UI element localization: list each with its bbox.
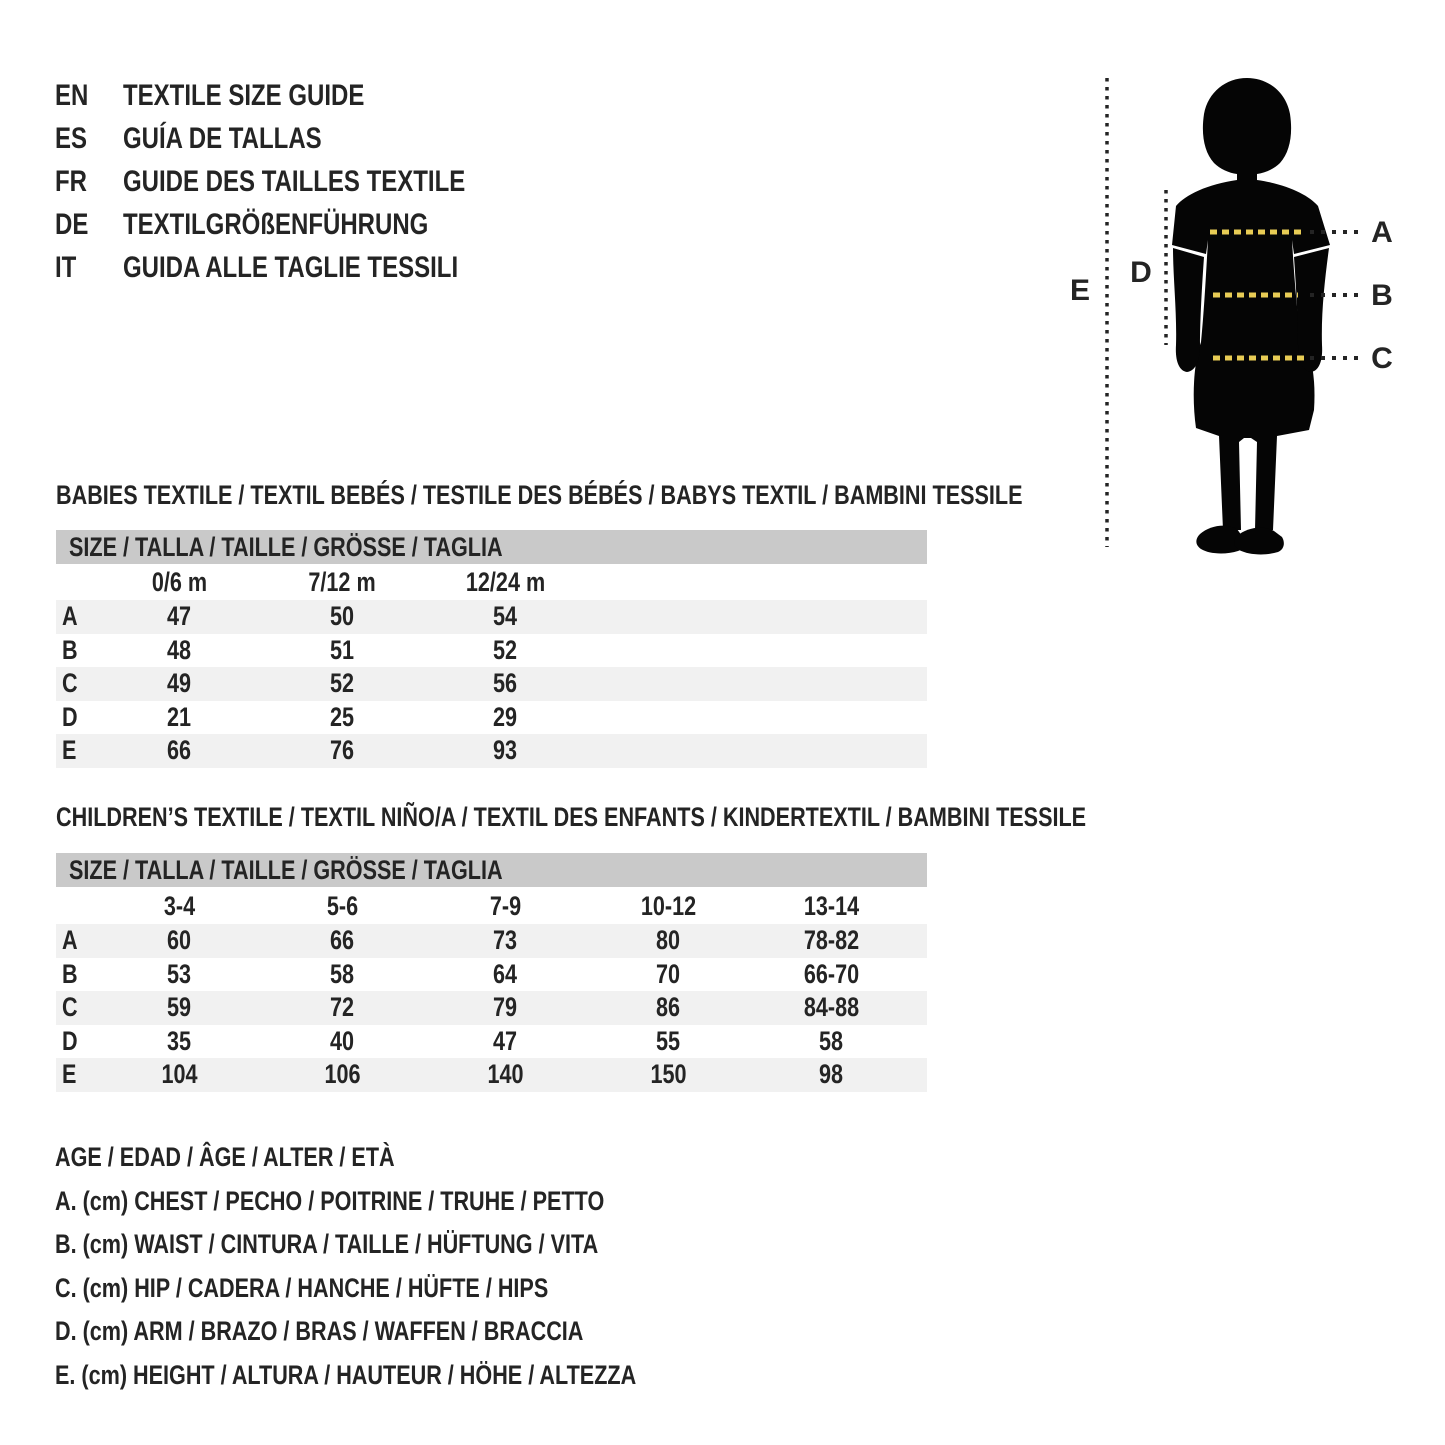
row-label: D — [62, 701, 78, 732]
table-cell: 73 — [493, 925, 518, 956]
table-cell: 35 — [167, 1025, 192, 1056]
guide-title: GUIDA ALLE TAGLIE TESSILI — [123, 250, 459, 284]
table-cell: 66 — [167, 735, 192, 766]
babies-section-title — [56, 481, 1264, 509]
babies-section-title-text: BABIES TEXTILE / TEXTIL BEBÉS / TESTILE DES BÉBÉS / BABYS TEXTIL / BAMBINI TESSILE — [56, 480, 1023, 510]
measurement-figure — [1060, 70, 1400, 590]
table-cell: 48 — [167, 634, 192, 665]
table-row — [56, 1058, 927, 1092]
table-cell: 40 — [330, 1025, 355, 1056]
right-arm — [1294, 248, 1329, 372]
column-header: 5-6 — [326, 890, 359, 921]
legend-waist-line: B. (cm) WAIST / CINTURA / TAILLE / HÜFTUNG / VITA — [55, 1229, 599, 1259]
column-header: 12/24 m — [465, 566, 546, 597]
table-cell: 52 — [493, 634, 518, 665]
language-code: FR — [55, 164, 87, 198]
row-label: A — [62, 925, 78, 956]
row-label: C — [62, 992, 78, 1023]
guide-title: GUIDE DES TAILLES TEXTILE — [123, 164, 466, 198]
language-code: EN — [55, 78, 89, 112]
table-cell: 51 — [330, 634, 355, 665]
column-header: 7-9 — [489, 890, 522, 921]
label-c: C — [1371, 342, 1393, 375]
label-e: E — [1069, 274, 1091, 307]
table-cell: 47 — [167, 601, 192, 632]
title-row-fr — [55, 160, 551, 203]
table-cell: 47 — [493, 1025, 518, 1056]
legend-age-line: AGE / EDAD / ÂGE / ALTER / ETÀ — [55, 1142, 395, 1172]
table-cell: 80 — [656, 925, 681, 956]
table-cell: 66 — [330, 925, 355, 956]
children-size-header-text: SIZE / TALLA / TAILLE / GRÖSSE / TAGLIA — [69, 855, 503, 885]
right-shoe — [1234, 528, 1284, 555]
guide-title: TEXTILGRÖßENFÜHRUNG — [123, 207, 429, 241]
title-row-en — [55, 74, 551, 117]
legend-chest-line: A. (cm) CHEST / PECHO / POITRINE / TRUHE / PETTO — [55, 1185, 605, 1216]
table-cell: 60 — [167, 925, 192, 956]
row-label: B — [62, 958, 78, 989]
legend-arm-line: D. (cm) ARM / BRAZO / BRAS / WAFFEN / BRACCIA — [55, 1316, 584, 1346]
table-cell: 98 — [819, 1059, 844, 1090]
table-cell: 78-82 — [803, 925, 860, 956]
row-label: E — [62, 1059, 77, 1090]
children-section-title — [56, 803, 1344, 831]
table-row — [56, 734, 927, 768]
language-code: IT — [55, 250, 77, 284]
row-label: A — [62, 601, 78, 632]
height-line-e — [1070, 78, 1107, 547]
children-size-header-bar — [56, 853, 927, 887]
table-cell: 84-88 — [803, 992, 860, 1023]
table-cell: 104 — [161, 1059, 198, 1090]
table-cell: 64 — [493, 958, 518, 989]
legend-height-line: E. (cm) HEIGHT / ALTURA / HAUTEUR / HÖHE / ALTEZZA — [55, 1359, 637, 1390]
table-cell: 58 — [330, 958, 355, 989]
row-label: E — [62, 735, 77, 766]
table-row — [56, 600, 927, 634]
table-cell: 93 — [493, 735, 518, 766]
legend-hip-line: C. (cm) HIP / CADERA / HANCHE / HÜFTE / HIPS — [55, 1272, 549, 1303]
table-cell: 53 — [167, 958, 192, 989]
table-cell: 150 — [650, 1059, 687, 1090]
table-header-row — [56, 564, 927, 600]
language-code: DE — [55, 207, 89, 241]
table-cell: 50 — [330, 601, 355, 632]
table-cell: 86 — [656, 992, 681, 1023]
guide-title: TEXTILE SIZE GUIDE — [123, 78, 365, 112]
table-cell: 54 — [493, 601, 518, 632]
language-title-block — [55, 74, 551, 289]
row-label: D — [62, 1025, 78, 1056]
children-size-table — [56, 888, 927, 1092]
table-row — [56, 1025, 927, 1059]
table-cell: 106 — [324, 1059, 361, 1090]
arm-line-d — [1130, 190, 1166, 345]
table-row — [56, 701, 927, 735]
table-row — [56, 667, 927, 701]
language-code: ES — [55, 121, 88, 155]
table-row — [56, 924, 927, 958]
table-cell: 70 — [656, 958, 681, 989]
label-b: B — [1371, 279, 1393, 312]
table-cell: 29 — [493, 701, 518, 732]
table-cell: 66-70 — [803, 958, 860, 989]
table-cell: 25 — [330, 701, 355, 732]
table-cell: 76 — [330, 735, 355, 766]
column-header: 3-4 — [163, 890, 196, 921]
table-cell: 49 — [167, 668, 192, 699]
babies-size-header-text: SIZE / TALLA / TAILLE / GRÖSSE / TAGLIA — [69, 532, 503, 562]
table-cell: 59 — [167, 992, 192, 1023]
table-cell: 52 — [330, 668, 355, 699]
table-row — [56, 958, 927, 992]
table-cell: 72 — [330, 992, 355, 1023]
row-label: C — [62, 668, 78, 699]
table-header-row — [56, 888, 927, 924]
left-arm — [1173, 248, 1204, 372]
table-row — [56, 991, 927, 1025]
title-row-de — [55, 203, 551, 246]
guide-title: GUÍA DE TALLAS — [123, 121, 322, 155]
column-header: 7/12 m — [308, 566, 377, 597]
table-cell: 56 — [493, 668, 518, 699]
label-a: A — [1371, 216, 1393, 249]
row-label: B — [62, 634, 78, 665]
table-cell: 79 — [493, 992, 518, 1023]
children-section-title-text: CHILDREN’S TEXTILE / TEXTIL NIÑO/A / TEXTIL DES ENFANTS / KINDERTEXTIL / BAMBINI TESSILE — [56, 802, 1087, 832]
table-row — [56, 634, 927, 668]
column-header: 0/6 m — [151, 566, 208, 597]
measurement-legend — [55, 1136, 781, 1397]
table-cell: 55 — [656, 1025, 681, 1056]
label-d: D — [1130, 256, 1152, 289]
table-cell: 21 — [167, 701, 192, 732]
babies-size-table — [56, 564, 927, 768]
column-header: 13-14 — [803, 890, 860, 921]
column-header: 10-12 — [640, 890, 697, 921]
title-row-it — [55, 246, 551, 289]
table-cell: 140 — [487, 1059, 524, 1090]
table-cell: 58 — [819, 1025, 844, 1056]
title-row-es — [55, 117, 551, 160]
child-silhouette-figure — [1060, 70, 1400, 590]
babies-size-header-bar — [56, 530, 927, 564]
